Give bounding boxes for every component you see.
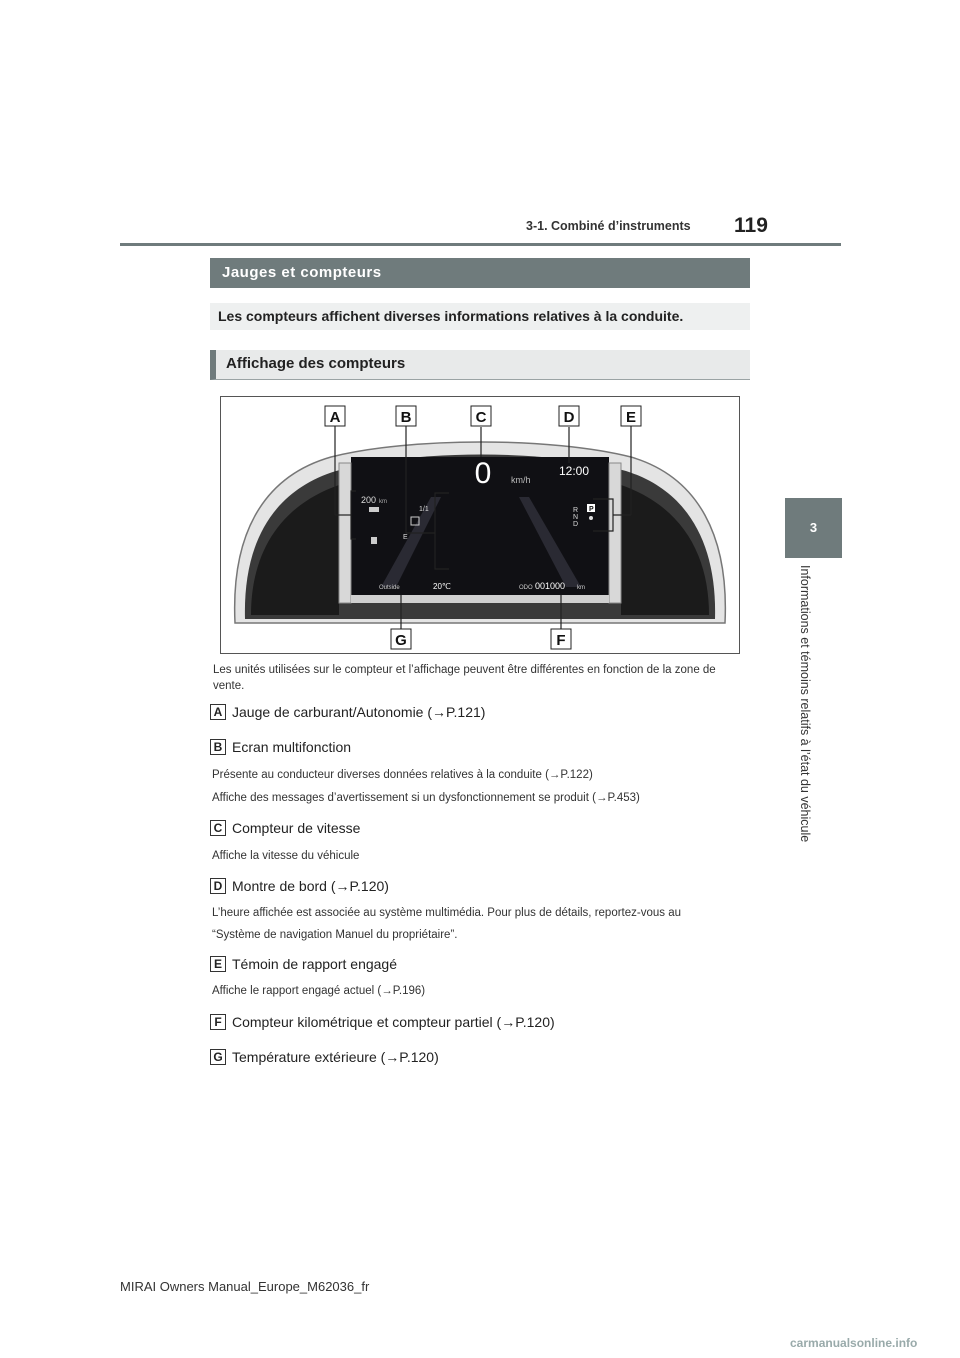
outside-temp: 20℃: [433, 582, 451, 591]
item-d-desc-2: “Système de navigation Manuel du propriétaire”.: [212, 929, 458, 941]
callout-b-label: B: [400, 409, 412, 426]
fuel-empty-label: E: [403, 534, 408, 541]
odo-unit: km: [577, 585, 585, 591]
item-d: [210, 878, 389, 894]
range-car-icon: [369, 507, 379, 512]
section-label: 3-1. Combiné d’instruments: [526, 219, 691, 233]
left-pillar: [339, 463, 351, 603]
instrument-cluster-figure: [220, 396, 740, 654]
range-unit: km: [379, 499, 387, 505]
item-a-badge: A: [210, 704, 226, 720]
callout-a-label: A: [329, 409, 341, 426]
outside-label: Outside: [379, 585, 400, 591]
park-label: P: [589, 506, 594, 513]
item-g-label: Température extérieure (→P.120): [232, 1049, 439, 1065]
lead-text: Les compteurs affichent diverses informations relatives à la conduite.: [210, 303, 750, 330]
units-note: Les unités utilisées sur le compteur et l’affichage peuvent être différentes en fonction de la zone de vente.: [213, 664, 716, 692]
watermark: carmanualsonline.info: [790, 1336, 918, 1350]
callout-c-label: C: [475, 409, 487, 426]
subheading: Affichage des compteurs: [210, 350, 750, 380]
item-g-badge: G: [210, 1049, 226, 1065]
item-c-desc-1: Affiche la vitesse du véhicule: [212, 850, 360, 862]
item-g: [210, 1049, 439, 1065]
item-d-badge: D: [210, 878, 226, 894]
gear-d: D: [573, 521, 579, 528]
bottom-strip: [351, 595, 609, 603]
cluster-illustration: [221, 397, 739, 653]
item-c-label: Compteur de vitesse: [232, 820, 361, 836]
item-f-badge: F: [210, 1014, 226, 1030]
callout-f-label: F: [556, 632, 566, 649]
item-e-badge: E: [210, 956, 226, 972]
chapter-tab[interactable]: 3: [785, 498, 842, 558]
range-value: 200: [361, 495, 377, 505]
chapter-tab-text: Informations et témoins relatifs à l’état du véhicule: [798, 565, 812, 843]
callout-e-label: E: [625, 409, 637, 426]
item-e-desc-1: Affiche le rapport engagé actuel (→P.196): [212, 985, 426, 997]
item-b-desc-2: Affiche des messages d’avertissement si un dysfonctionnement se produit (→P.453): [212, 792, 640, 804]
item-f: [210, 1014, 555, 1030]
item-e-label: Témoin de rapport engagé: [232, 956, 397, 972]
page-number: 119: [734, 214, 768, 237]
item-b-desc-1: Présente au conducteur diverses données relatives à la conduite (→P.122): [212, 769, 593, 781]
odo-value: 001000: [535, 581, 566, 591]
right-pillar: [609, 463, 621, 603]
speed-value: 0: [474, 457, 492, 490]
item-b: [210, 739, 351, 755]
footer-doc-id: MIRAI Owners Manual_Europe_M62036_fr: [120, 1279, 370, 1294]
item-e: [210, 956, 397, 972]
item-d-desc-1: L’heure affichée est associée au système multimédia. Pour plus de détails, reportez-vous au: [212, 907, 681, 919]
item-b-badge: B: [210, 739, 226, 755]
item-c-badge: C: [210, 820, 226, 836]
item-b-label: Ecran multifonction: [232, 739, 352, 755]
header-rule: [120, 243, 841, 246]
item-a-label: Jauge de carburant/Autonomie (→P.121): [232, 704, 486, 720]
fuel-pump-icon: [371, 537, 377, 544]
callout-g-label: G: [395, 632, 407, 649]
gear-dot-icon: [589, 516, 593, 520]
gear-r: R: [573, 507, 579, 514]
item-d-label: Montre de bord (→P.120): [232, 878, 389, 894]
callout-d-label: D: [563, 409, 575, 426]
speed-unit: km/h: [511, 475, 531, 485]
gear-n: N: [573, 514, 579, 521]
item-a: [210, 704, 485, 720]
item-f-label: Compteur kilométrique et compteur partiel (→P.120): [232, 1014, 555, 1030]
page-title: Jauges et compteurs: [210, 258, 750, 288]
clock-value: 12:00: [559, 464, 590, 478]
item-c: [210, 820, 360, 836]
odo-label: ODO: [519, 585, 533, 591]
fuel-full-label: 1/1: [419, 506, 429, 513]
